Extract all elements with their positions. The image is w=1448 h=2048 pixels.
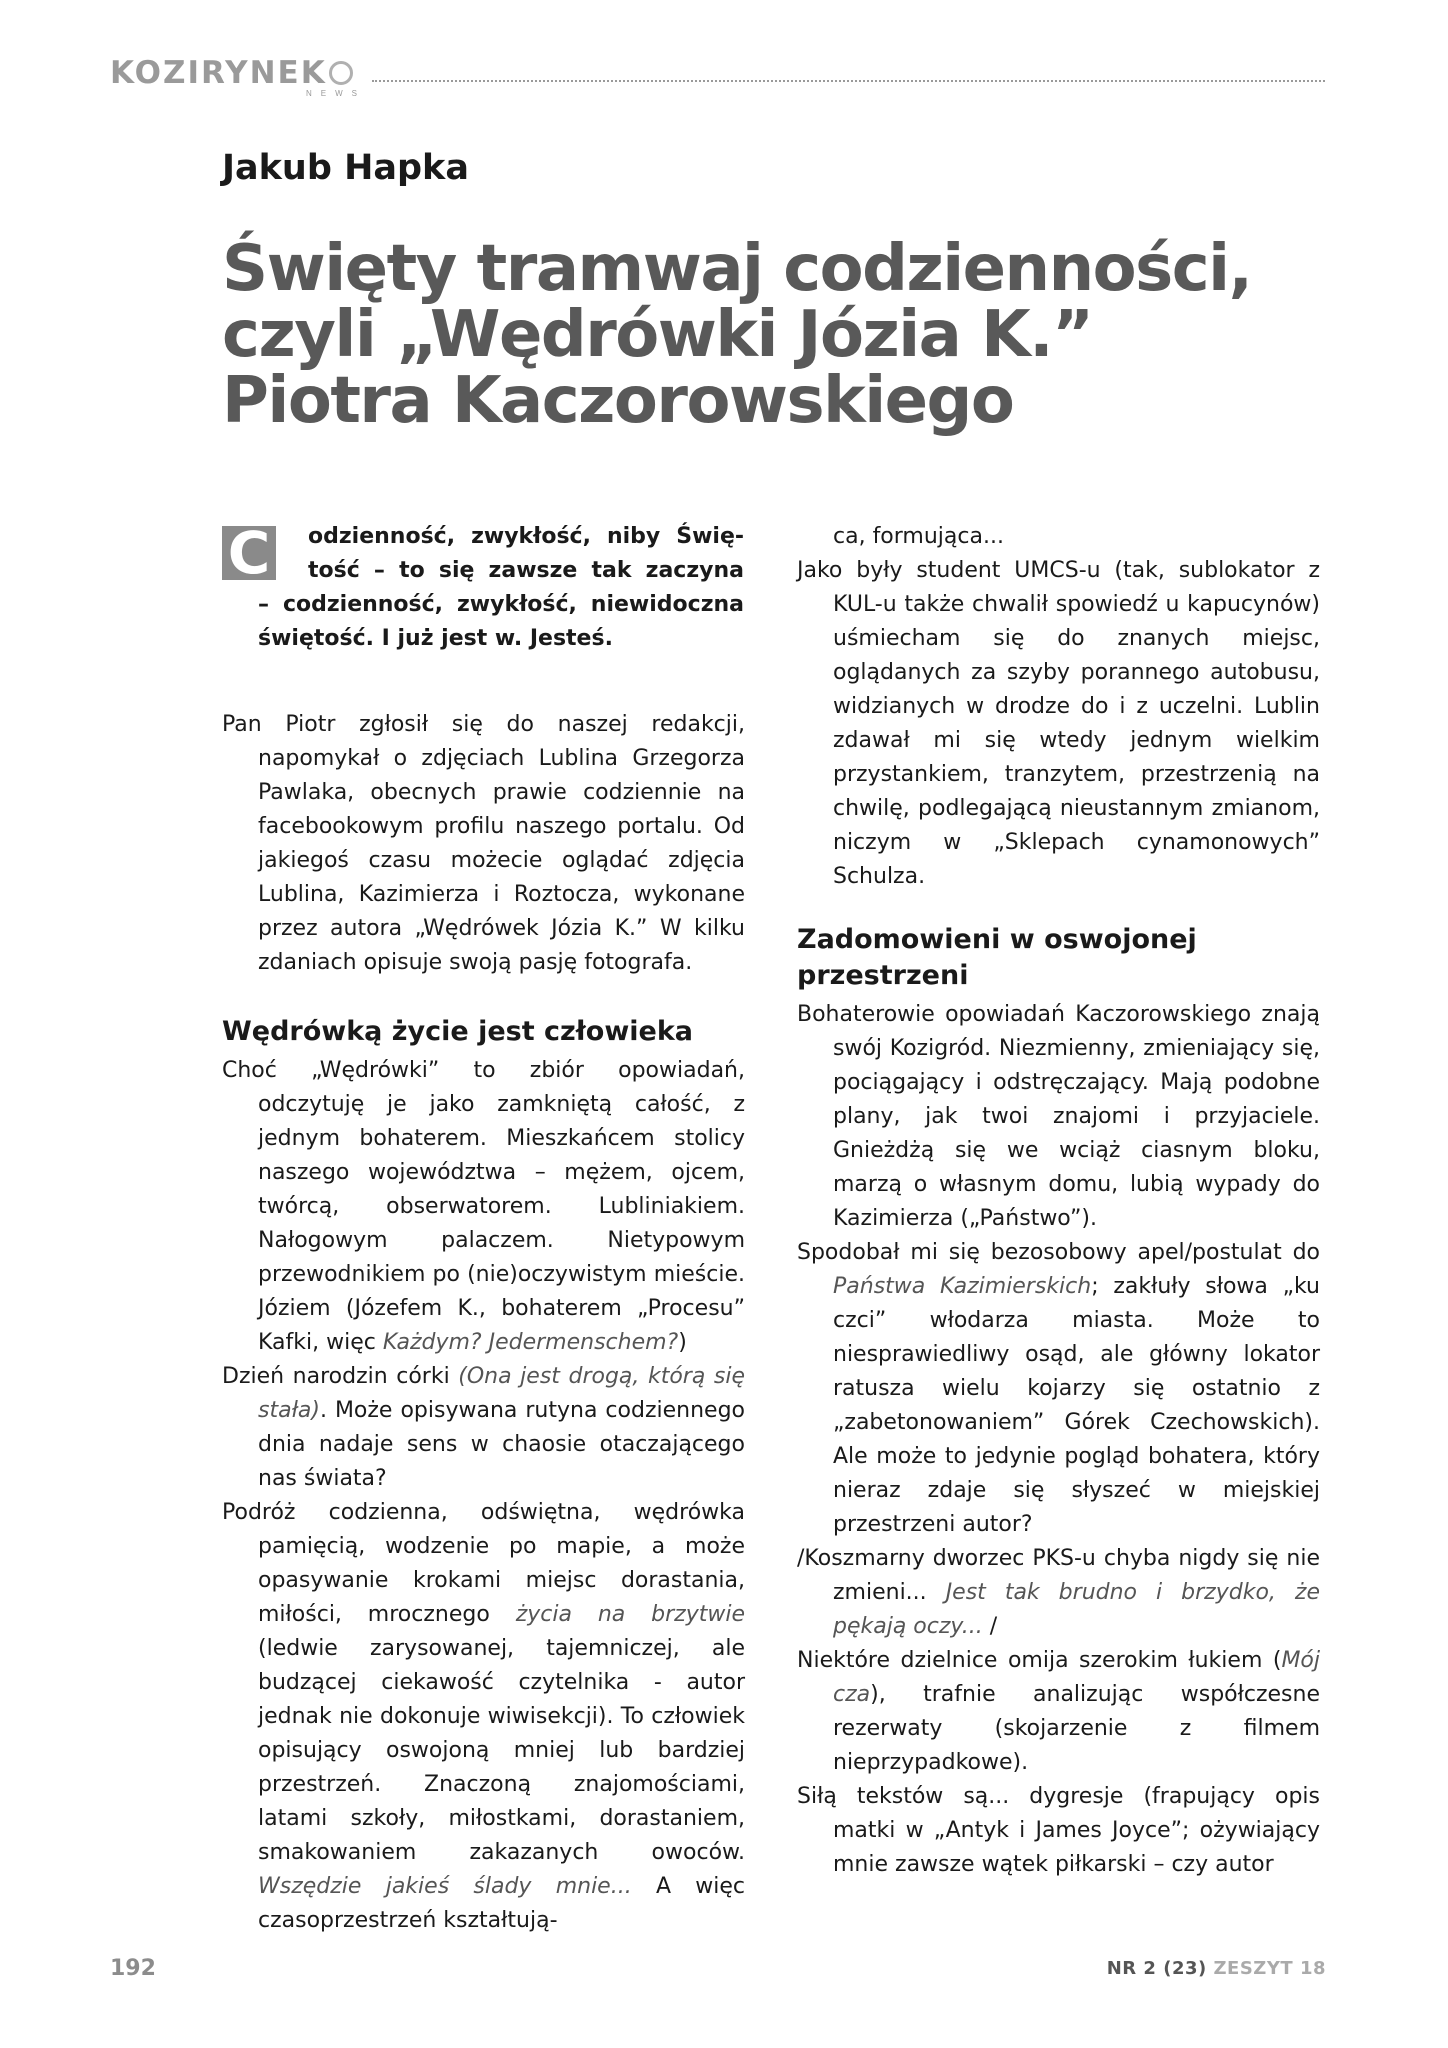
lead-line: – codzienność, zwykłość, niewidoczna [258, 592, 744, 617]
column-right [797, 520, 1320, 1882]
article-title [222, 232, 1322, 438]
lead-line: tość – to się zawsze tak zaczyna [308, 558, 744, 583]
logo-circle-icon [329, 61, 353, 85]
body-paragraph: Choć „Wędrówki” to zbiór opowiadań, odczytuję je jako zamkniętą całość, z jednym bohaterem. Mieszkańcem stolicy naszego województwa – mężem, ojcem, twórcą, obserwatorem. Lubliniakiem. Nałogowym palaczem. Nietypowym przewodnikiem po (nie)oczywistym mieście. Józiem (Józefem K., bohaterem „Procesu” Kafki, więc Każdym? Jedermenschem?) [222, 1058, 745, 1355]
body-paragraph: Spodobał mi się bezosobowy apel/postulat do Państwa Kazimierskich; zakłuły słowa „ku czci” włodarza miasta. Może to niesprawiedliwy osąd, ale główny lokator ratusza wielu kojarzy się ostatnio z „zabetonowaniem” Górek Czechowskich). Ale może to jedynie pogląd bohatera, który nieraz zdaje się słyszeć w miejskiej przestrzeni autor? [797, 1240, 1320, 1537]
title-line-1: Święty tramwaj codzienności, [222, 232, 1252, 306]
page-number: 192 [110, 1956, 156, 1981]
body-paragraph: Siłą tekstów są... dygresje (frapujący opis matki w „Antyk i James Joyce”; ożywiający mnie zawsze wątek piłkarski – czy autor [797, 1784, 1320, 1877]
column-left [222, 520, 745, 1938]
intro-paragraph: Pan Piotr zgłosił się do naszej redakcji, napomykał o zdjęciach Lublina Grzegorza Pawlaka, obecnych prawie codziennie na facebookowym profilu naszego portalu. Od jakiegoś czasu możecie oglądać zdjęcia Lublina, Kazimierza i Roztocza, wykonane przez autora „Wędrówek Józia K.” W kilku zdaniach opisuje swoją pasję fotografa. [222, 712, 745, 975]
article-author: Jakub Hapka [222, 148, 469, 188]
body-paragraph: Bohaterowie opowiadań Kaczorowskiego znają swój Kozigród. Niezmienny, zmieniający się, pociągający i odstręczający. Mają podobne plany, jak twoi znajomi i przyjaciele. Gnieżdżą się we wciąż ciasnym bloku, marzą o własnym domu, lubią wypady do Kazimierza („Państwo”). [797, 1002, 1320, 1231]
section-heading-2: Zadomowieni w oswojonej przestrzeni [797, 924, 1197, 991]
page-header [110, 56, 1325, 96]
body-paragraph-continued: ca, formująca... [833, 524, 1004, 549]
brand-logo: KOZIRYNEK [110, 56, 353, 90]
logo-subtitle: NEWS [306, 89, 366, 98]
title-line-3: Piotra Kaczorowskiego [222, 364, 1014, 438]
section-heading-1: Wędrówką życie jest człowieka [222, 1016, 694, 1047]
body-paragraph: Jako były student UMCS-u (tak, sublokator z KUL-u także chwalił spowiedź u kapucynów) uśmiecham się do znanych miejsc, oglądanych za szyby porannego autobusu, widzianych w drodze do i z uczelni. Lublin zdawał mi się wtedy jednym wielkim przystankiem, tranzytem, przestrzenią na chwilę, podlegającą nieustannym zmianom, niczym w „Sklepach cynamonowych” Schulza. [797, 558, 1320, 889]
body-paragraph: Niektóre dzielnice omija szerokim łukiem (Mój cza), trafnie analizując współczesne rezerwaty (skojarzenie z filmem nieprzypadkowe). [797, 1648, 1320, 1775]
body-paragraph: Podróż codzienna, odświętna, wędrówka pamięcią, wodzenie po mapie, a może opasywanie krokami miejsc dorastania, miłości, mrocznego życia na brzytwie (ledwie zarysowanej, tajemniczej, ale budzącej ciekawość czytelnika - autor jednak nie dokonuje wiwisekcji). To człowiek opisujący oswojoną mniej lub bardziej przestrzeń. Znaczoną znajomościami, latami szkoły, miłostkami, dorastaniem, smakowaniem zakazanych owoców. Wszędzie jakieś ślady mnie... A więc czasoprzestrzeń kształtują- [222, 1500, 746, 1933]
body-paragraph: /Koszmarny dworzec PKS-u chyba nigdy się nie zmieni... Jest tak brudno i brzydko, że pękają oczy... / [797, 1546, 1320, 1639]
lead-paragraph [222, 520, 745, 660]
lead-line: świętość. I już jest w. Jesteś. [258, 626, 613, 651]
drop-cap: C [222, 526, 276, 580]
title-line-2: czyli „Wędrówki Józia K.” [222, 298, 1093, 372]
body-paragraph: Dzień narodzin córki (Ona jest drogą, którą się stała). Może opisywana rutyna codziennego dnia nadaje sens w chaosie otaczającego nas świata? [222, 1364, 746, 1491]
header-divider [372, 80, 1325, 82]
issue-info: NR 2 (23) ZESZYT 18 [1106, 1958, 1326, 1979]
lead-line: odzienność, zwykłość, niby Świę- [308, 524, 744, 549]
